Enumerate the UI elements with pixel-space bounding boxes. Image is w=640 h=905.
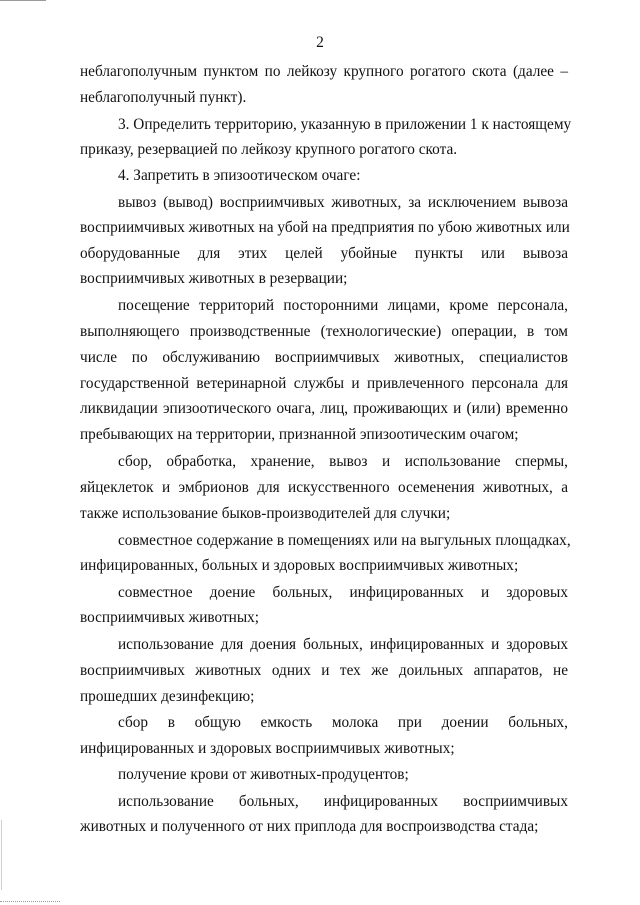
text-line: получение крови от животных-продуцентов; <box>118 766 409 783</box>
text-line: государственной ветеринарной службы и привлеченного персонала для <box>80 375 568 392</box>
text-line: посещение территорий посторонними лицами, кроме персонала, <box>118 297 568 314</box>
page-number: 2 <box>316 34 324 51</box>
text-line: неблагополучный пункт). <box>80 89 247 106</box>
scan-edge-mark <box>1 820 2 890</box>
text-line: 4. Запретить в эпизоотическом очаге: <box>118 167 361 184</box>
text-line: совместное содержание в помещениях или на выгульных площадках, <box>118 532 571 549</box>
text-line: восприимчивых животных на убой на предприятия по убою животных или <box>80 219 570 236</box>
text-line: числе по обслуживанию восприимчивых животных, специалистов <box>80 349 568 366</box>
text-line: сбор, обработка, хранение, вывоз и использование спермы, <box>118 453 568 470</box>
text-line: животных и полученного от них приплода для воспроизводства стада; <box>80 818 539 835</box>
text-line: восприимчивых животных одних и тех же доильных аппаратов, не <box>80 662 568 679</box>
text-line: вывоз (вывод) восприимчивых животных, за исключением вывоза <box>118 194 568 211</box>
scan-edge-mark <box>0 0 46 1</box>
text-line: прошедших дезинфекцию; <box>80 688 255 705</box>
text-line: оборудованные для этих целей убойные пункты или вывоза <box>80 245 568 262</box>
text-line: также использование быков-производителей для случки; <box>80 505 451 522</box>
text-line: сбор в общую емкость молока при доении больных, <box>118 714 568 731</box>
text-line: выполняющего производственные (технологические) операции, в том <box>80 323 568 340</box>
text-line: восприимчивых животных в резервации; <box>80 270 348 287</box>
text-line: использование больных, инфицированных восприимчивых <box>118 793 568 810</box>
text-line: яйцеклеток и эмбрионов для искусственного осеменения животных, а <box>80 479 568 496</box>
text-line: совместное доение больных, инфицированных и здоровых <box>118 584 568 601</box>
text-line: инфицированных и здоровых восприимчивых животных; <box>80 740 455 757</box>
text-line: неблагополучным пунктом по лейкозу крупного рогатого скота (далее – <box>80 63 568 80</box>
text-line: использование для доения больных, инфицированных и здоровых <box>118 636 568 653</box>
text-line: инфицированных, больных и здоровых восприимчивых животных; <box>80 557 519 574</box>
text-line: пребывающих на территории, признанной эпизоотическим очагом; <box>80 426 519 443</box>
text-line: ликвидации эпизоотического очага, лиц, проживающих и (или) временно <box>80 400 568 417</box>
text-line: восприимчивых животных; <box>80 609 260 626</box>
text-line: 3. Определить территорию, указанную в приложении 1 к настоящему <box>118 116 572 133</box>
scan-edge-mark <box>0 901 60 903</box>
text-line: приказу, резервацией по лейкозу крупного рогатого скота. <box>80 141 458 158</box>
